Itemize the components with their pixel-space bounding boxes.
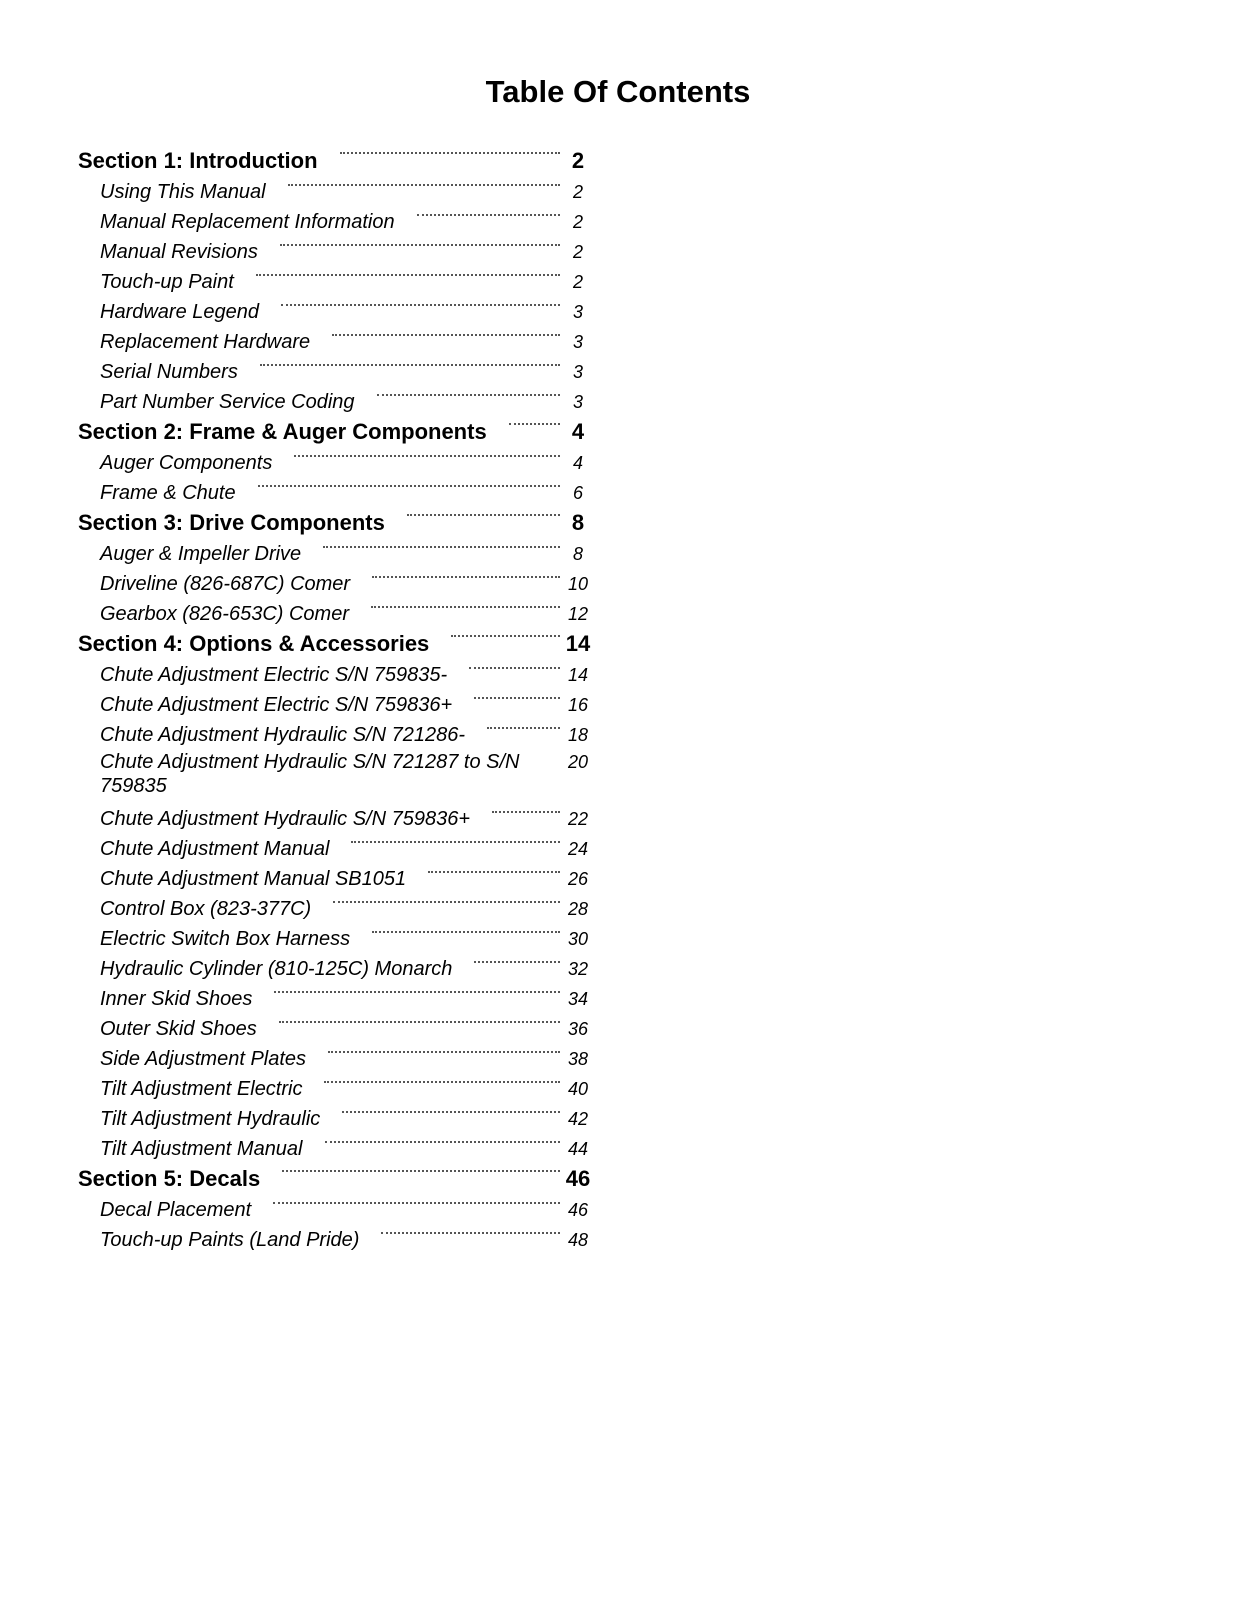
toc-entry-label: Using This Manual [100,181,266,203]
toc-section-row[interactable] [78,146,590,177]
dot-leader [351,841,560,843]
toc-section-row[interactable] [78,417,590,448]
dot-leader [324,1081,560,1083]
toc-page-number: 6 [572,483,583,503]
toc-entry-row[interactable] [78,864,590,894]
dot-leader [281,304,560,306]
toc-page-number: 2 [572,272,583,292]
toc-entry-label: Auger Components [100,452,273,474]
toc-page-number: 26 [567,869,589,889]
dot-leader [469,667,560,669]
dot-leader [282,1170,560,1172]
toc-section-label: Section 5: Decals [78,1166,261,1191]
toc-page-number: 16 [567,695,589,715]
toc-entry-row[interactable] [78,207,590,237]
toc-section-row[interactable] [78,508,590,539]
toc-entry-row[interactable] [78,1134,590,1164]
toc-entry-label: Auger & Impeller Drive [100,543,302,565]
toc-entry-row[interactable] [78,1225,590,1255]
toc-entry-row[interactable] [78,599,590,629]
toc-entry-label: Part Number Service Coding [100,391,355,413]
dot-leader [492,811,560,813]
toc-entry-label: Decal Placement [100,1199,252,1221]
toc-page-number: 2 [571,148,585,173]
toc-entry-row[interactable] [78,357,590,387]
toc-entry-row[interactable] [78,1104,590,1134]
dot-leader [332,334,560,336]
toc-entry-label: Outer Skid Shoes [100,1018,257,1040]
dot-leader [260,364,560,366]
dot-leader [256,274,560,276]
toc-entry-label: Chute Adjustment Electric S/N 759835- [100,664,448,686]
dot-leader [258,485,560,487]
toc-page-number: 2 [572,242,583,262]
dot-leader [279,1021,560,1023]
toc-page-number: 12 [567,604,589,624]
dot-leader [407,514,560,516]
toc-page-number: 36 [567,1019,589,1039]
toc-entry-label: Serial Numbers [100,361,238,383]
toc-entry-label: Hardware Legend [100,301,259,323]
toc-page-number: 14 [565,631,591,656]
toc-entry-row[interactable] [78,720,590,750]
dot-leader [509,423,560,425]
toc-page-number: 38 [567,1049,589,1069]
toc-section-label: Section 3: Drive Components [78,510,385,535]
toc-page-number: 3 [572,362,583,382]
toc-page-number: 18 [567,725,589,745]
toc-page-number: 3 [572,302,583,322]
toc-section-label: Section 4: Options & Accessories [78,631,430,656]
toc-entry-row[interactable] [78,894,590,924]
toc-entry-row[interactable] [78,177,590,207]
toc-entry-label: Chute Adjustment Electric S/N 759836+ [100,694,453,716]
toc-entry-row[interactable] [78,1074,590,1104]
toc-section-label: Section 1: Introduction [78,148,318,173]
toc-entry-row[interactable] [78,297,590,327]
toc-entry-label: Electric Switch Box Harness [100,928,351,950]
toc-entry-row[interactable] [78,804,590,834]
toc-page-number: 46 [565,1166,591,1191]
dot-leader [323,546,560,548]
dot-leader [333,901,560,903]
dot-leader [487,727,560,729]
dot-leader [328,1051,560,1053]
page-title: Table Of Contents [485,74,751,109]
toc-entry-label: Control Box (823-377C) [100,898,312,920]
toc-entry-row[interactable] [78,954,590,984]
toc-page-number: 24 [567,839,589,859]
toc-section-label: Section 2: Frame & Auger Components [78,419,487,444]
dot-leader [417,214,560,216]
toc-page-number: 2 [572,212,583,232]
dot-leader [325,1141,561,1143]
toc-entry-label: Hydraulic Cylinder (810-125C) Monarch [100,958,453,980]
toc-entry-row[interactable] [78,448,590,478]
toc-page-number: 10 [567,574,589,594]
toc-entry-row[interactable] [78,267,590,297]
toc-page-number: 4 [572,453,583,473]
toc-entry-label: Manual Revisions [100,241,258,263]
toc-entry-label: Chute Adjustment Hydraulic S/N 759836+ [100,808,471,830]
toc-page-number: 2 [572,182,583,202]
dot-leader [474,697,560,699]
toc-entry-row[interactable] [78,690,590,720]
toc-page-number: 3 [572,392,583,412]
toc-page-number: 20 [567,752,589,772]
toc-entry-label: Gearbox (826-653C) Comer [100,603,349,625]
dot-leader [381,1232,560,1234]
toc-entry-label: Touch-up Paints (Land Pride) [100,1229,360,1251]
toc-entry-row[interactable] [78,237,590,267]
toc-page-number: 22 [567,809,589,829]
toc-page-number: 40 [567,1079,589,1099]
toc-entry-label: Replacement Hardware [100,331,311,353]
dot-leader [274,991,560,993]
toc-page-number: 30 [567,929,589,949]
dot-leader [474,961,560,963]
toc-entry-label: Driveline (826-687C) Comer [100,573,351,595]
toc-section-row[interactable] [78,1164,590,1195]
toc-entry-label: Chute Adjustment Hydraulic S/N 721287 to S/N 759835 [100,751,520,797]
toc-entry-row[interactable] [78,660,590,690]
dot-leader [372,931,560,933]
toc-page-number: 8 [572,544,583,564]
toc-entry-row[interactable] [78,750,590,804]
toc-page-number: 48 [567,1230,589,1250]
toc-entry-row[interactable] [78,327,590,357]
toc-page-number: 4 [571,419,585,444]
toc-page-number: 34 [567,989,589,1009]
dot-leader [273,1202,560,1204]
dot-leader [342,1111,560,1113]
toc-entry-row[interactable] [78,1195,590,1225]
toc-entry-label: Frame & Chute [100,482,236,504]
toc-entry-label: Side Adjustment Plates [100,1048,307,1070]
dot-leader [377,394,560,396]
dot-leader [428,871,560,873]
toc-page-number: 44 [567,1139,589,1159]
toc-page-number: 14 [567,665,589,685]
toc-entry-row[interactable] [78,1014,590,1044]
toc-entry-row[interactable] [78,924,590,954]
toc-entry-label: Touch-up Paint [100,271,234,293]
toc-entry-row[interactable] [78,1044,590,1074]
toc-entry-label: Manual Replacement Information [100,211,395,233]
toc-entry-label: Chute Adjustment Manual [100,838,330,860]
toc-entry-label: Tilt Adjustment Electric [100,1078,303,1100]
toc-entry-label: Tilt Adjustment Hydraulic [100,1108,321,1130]
toc-entry-label: Inner Skid Shoes [100,988,253,1010]
toc-entry-label: Chute Adjustment Hydraulic S/N 721286- [100,724,465,746]
toc-entry-row[interactable] [78,478,590,508]
toc-page-number: 42 [567,1109,589,1129]
toc-entry-label: Tilt Adjustment Manual [100,1138,303,1160]
toc-section-row[interactable] [78,629,590,660]
toc-page-number: 46 [567,1200,589,1220]
dot-leader [371,606,560,608]
toc-entry-row[interactable] [78,834,590,864]
toc-entry-row[interactable] [78,984,590,1014]
toc-page-number: 28 [567,899,589,919]
toc-page-number: 3 [572,332,583,352]
toc-page-number: 8 [571,510,585,535]
dot-leader [288,184,560,186]
dot-leader [372,576,560,578]
toc-entry-row[interactable] [78,387,590,417]
dot-leader [340,152,560,154]
dot-leader [294,455,560,457]
table-of-contents [78,146,590,1255]
toc-entry-row[interactable] [78,569,590,599]
dot-leader [451,635,560,637]
toc-page-number: 32 [567,959,589,979]
dot-leader [280,244,560,246]
toc-entry-label: Chute Adjustment Manual SB1051 [100,868,407,890]
toc-entry-row[interactable] [78,539,590,569]
